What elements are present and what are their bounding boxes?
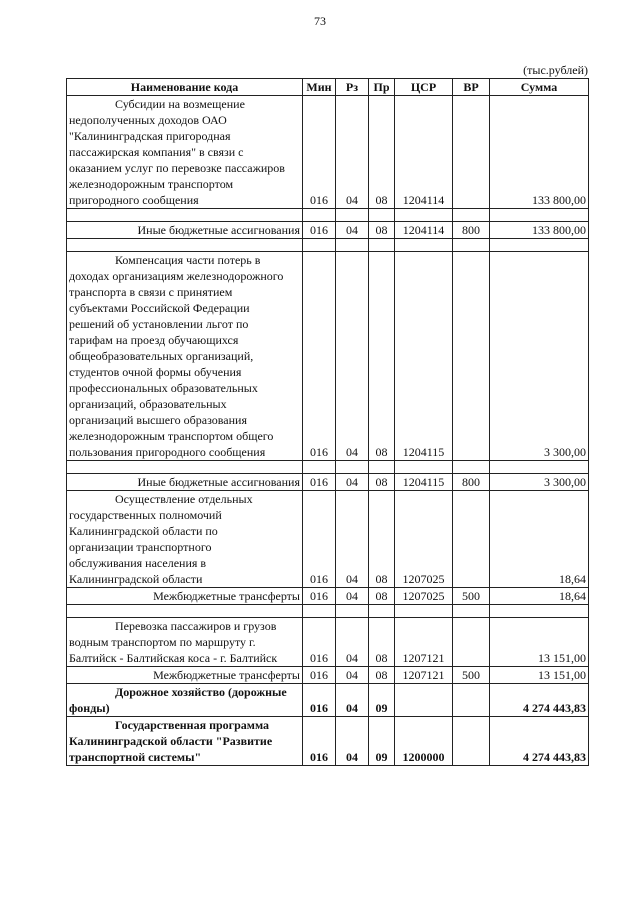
- empty-cell: [336, 239, 369, 252]
- cell-csr: 1207025: [395, 491, 453, 588]
- cell-vr: 500: [453, 667, 490, 684]
- cell-name-text: Межбюджетные трансферты: [153, 589, 300, 603]
- cell-rz: 04: [336, 474, 369, 491]
- units-label: (тыс.рублей): [523, 63, 588, 77]
- cell-vr: [453, 717, 490, 766]
- cell-rz: 04: [336, 667, 369, 684]
- cell-name: [67, 717, 303, 766]
- cell-vr: 800: [453, 222, 490, 239]
- table-row: [67, 684, 589, 717]
- cell-csr: 1207025: [395, 588, 453, 605]
- cell-csr: 1204114: [395, 96, 453, 209]
- empty-cell: [303, 461, 336, 474]
- header-rz: Рз: [336, 79, 369, 96]
- cell-name-text: фонды): [69, 701, 110, 715]
- cell-rz: 04: [336, 252, 369, 461]
- cell-pr: 08: [369, 252, 395, 461]
- cell-name-text: недополученных доходов ОАО "Калининградская пригородная пассажирская компания" в связи с оказанием услуг по перевозке пассажиров железнодорожным транспортом пригородного сообщения: [69, 113, 285, 207]
- cell-pr: 09: [369, 684, 395, 717]
- cell-pr: 09: [369, 717, 395, 766]
- cell-name-first-line: Компенсация части потерь в: [115, 253, 261, 267]
- empty-cell: [303, 209, 336, 222]
- cell-rz: 04: [336, 222, 369, 239]
- cell-rz: 04: [336, 491, 369, 588]
- cell-vr: [453, 618, 490, 667]
- cell-rz: 04: [336, 618, 369, 667]
- header-sum: Сумма: [490, 79, 589, 96]
- empty-cell: [395, 461, 453, 474]
- table-spacer-row: [67, 605, 589, 618]
- cell-sum: 133 800,00: [490, 96, 589, 209]
- cell-name-text: водным транспортом по маршруту г. Балтийск - Балтийская коса - г. Балтийск: [69, 635, 278, 665]
- cell-name: [67, 491, 303, 588]
- empty-cell: [453, 605, 490, 618]
- cell-name-text: Иные бюджетные ассигнования: [137, 475, 300, 489]
- cell-sum: 3 300,00: [490, 252, 589, 461]
- cell-min: 016: [303, 222, 336, 239]
- empty-cell: [369, 605, 395, 618]
- cell-sum: 13 151,00: [490, 667, 589, 684]
- cell-name: [67, 252, 303, 461]
- cell-rz: 04: [336, 684, 369, 717]
- cell-vr: 800: [453, 474, 490, 491]
- cell-name-first-line: Осуществление отдельных: [115, 492, 253, 506]
- cell-min: 016: [303, 588, 336, 605]
- cell-vr: 500: [453, 588, 490, 605]
- cell-name-text: Калининградской области "Развитие транспортной системы": [69, 734, 273, 764]
- table-row: [67, 474, 589, 491]
- empty-cell: [490, 209, 589, 222]
- empty-cell: [490, 605, 589, 618]
- cell-sum: 3 300,00: [490, 474, 589, 491]
- cell-sum: 18,64: [490, 588, 589, 605]
- table-body: [67, 96, 589, 766]
- empty-cell: [369, 209, 395, 222]
- cell-vr: [453, 491, 490, 588]
- empty-cell: [67, 209, 303, 222]
- cell-name-first-line: Дорожное хозяйство (дорожные: [115, 685, 287, 699]
- table-spacer-row: [67, 209, 589, 222]
- cell-vr: [453, 252, 490, 461]
- cell-rz: 04: [336, 588, 369, 605]
- cell-name: [67, 222, 303, 239]
- empty-cell: [303, 605, 336, 618]
- cell-sum: 13 151,00: [490, 618, 589, 667]
- empty-cell: [395, 209, 453, 222]
- empty-cell: [369, 239, 395, 252]
- cell-min: 016: [303, 491, 336, 588]
- cell-csr: 1204114: [395, 222, 453, 239]
- cell-min: 016: [303, 474, 336, 491]
- cell-min: 016: [303, 618, 336, 667]
- header-vr: ВР: [453, 79, 490, 96]
- table-row: [67, 588, 589, 605]
- cell-min: 016: [303, 684, 336, 717]
- table-row: [67, 618, 589, 667]
- cell-pr: 08: [369, 618, 395, 667]
- empty-cell: [453, 209, 490, 222]
- cell-csr: [395, 684, 453, 717]
- cell-rz: 04: [336, 96, 369, 209]
- cell-pr: 08: [369, 667, 395, 684]
- cell-pr: 08: [369, 222, 395, 239]
- table-row: [67, 222, 589, 239]
- header-min: Мин: [303, 79, 336, 96]
- cell-sum: 18,64: [490, 491, 589, 588]
- cell-csr: 1200000: [395, 717, 453, 766]
- cell-name-first-line: Субсидии на возмещение: [115, 97, 245, 111]
- table-row: [67, 96, 589, 209]
- cell-pr: 08: [369, 474, 395, 491]
- empty-cell: [67, 461, 303, 474]
- cell-name: [67, 474, 303, 491]
- cell-min: 016: [303, 667, 336, 684]
- table-header-row: [67, 79, 589, 96]
- cell-min: 016: [303, 252, 336, 461]
- empty-cell: [336, 209, 369, 222]
- cell-min: 016: [303, 96, 336, 209]
- cell-sum: 4 274 443,83: [490, 684, 589, 717]
- header-csr: ЦСР: [395, 79, 453, 96]
- empty-cell: [67, 239, 303, 252]
- cell-name: [67, 96, 303, 209]
- cell-name-text: Межбюджетные трансферты: [153, 668, 300, 682]
- cell-csr: 1204115: [395, 252, 453, 461]
- cell-vr: [453, 96, 490, 209]
- empty-cell: [453, 239, 490, 252]
- cell-vr: [453, 684, 490, 717]
- cell-name-text: государственных полномочий Калининградской области по организации транспортного обслуживания населения в Калининградской области: [69, 508, 222, 586]
- cell-name: [67, 684, 303, 717]
- cell-name: [67, 588, 303, 605]
- empty-cell: [303, 239, 336, 252]
- cell-sum: 4 274 443,83: [490, 717, 589, 766]
- cell-csr: 1207121: [395, 667, 453, 684]
- cell-name-first-line: Государственная программа: [115, 718, 270, 732]
- empty-cell: [490, 461, 589, 474]
- empty-cell: [490, 239, 589, 252]
- table-spacer-row: [67, 461, 589, 474]
- empty-cell: [336, 605, 369, 618]
- table-spacer-row: [67, 239, 589, 252]
- cell-name: [67, 618, 303, 667]
- cell-pr: 08: [369, 588, 395, 605]
- table-row: [67, 252, 589, 461]
- empty-cell: [453, 461, 490, 474]
- cell-csr: 1207121: [395, 618, 453, 667]
- empty-cell: [395, 605, 453, 618]
- cell-pr: 08: [369, 96, 395, 209]
- table-row: [67, 491, 589, 588]
- cell-name-text: Иные бюджетные ассигнования: [137, 223, 300, 237]
- empty-cell: [369, 461, 395, 474]
- empty-cell: [336, 461, 369, 474]
- cell-name: [67, 667, 303, 684]
- empty-cell: [67, 605, 303, 618]
- page-number: 73: [314, 14, 326, 28]
- cell-sum: 133 800,00: [490, 222, 589, 239]
- table-row: [67, 667, 589, 684]
- cell-name-text: доходах организациям железнодорожного транспорта в связи с принятием субъектами Российской Федерации решений об установлении льгот по тарифам на проезд обучающихся общеобразовательных организаций, студентов очной формы обучения профессиональных образовательных организаций, образовательных организаций высшего образования железнодорожным транспортом общего пользования пригородного сообщения: [69, 269, 284, 459]
- cell-rz: 04: [336, 717, 369, 766]
- cell-pr: 08: [369, 491, 395, 588]
- cell-name-first-line: Перевозка пассажиров и грузов: [115, 619, 277, 633]
- empty-cell: [395, 239, 453, 252]
- budget-table: [66, 78, 589, 766]
- header-pr: Пр: [369, 79, 395, 96]
- cell-min: 016: [303, 717, 336, 766]
- header-name: Наименование кода: [67, 79, 303, 96]
- table-row: [67, 717, 589, 766]
- cell-csr: 1204115: [395, 474, 453, 491]
